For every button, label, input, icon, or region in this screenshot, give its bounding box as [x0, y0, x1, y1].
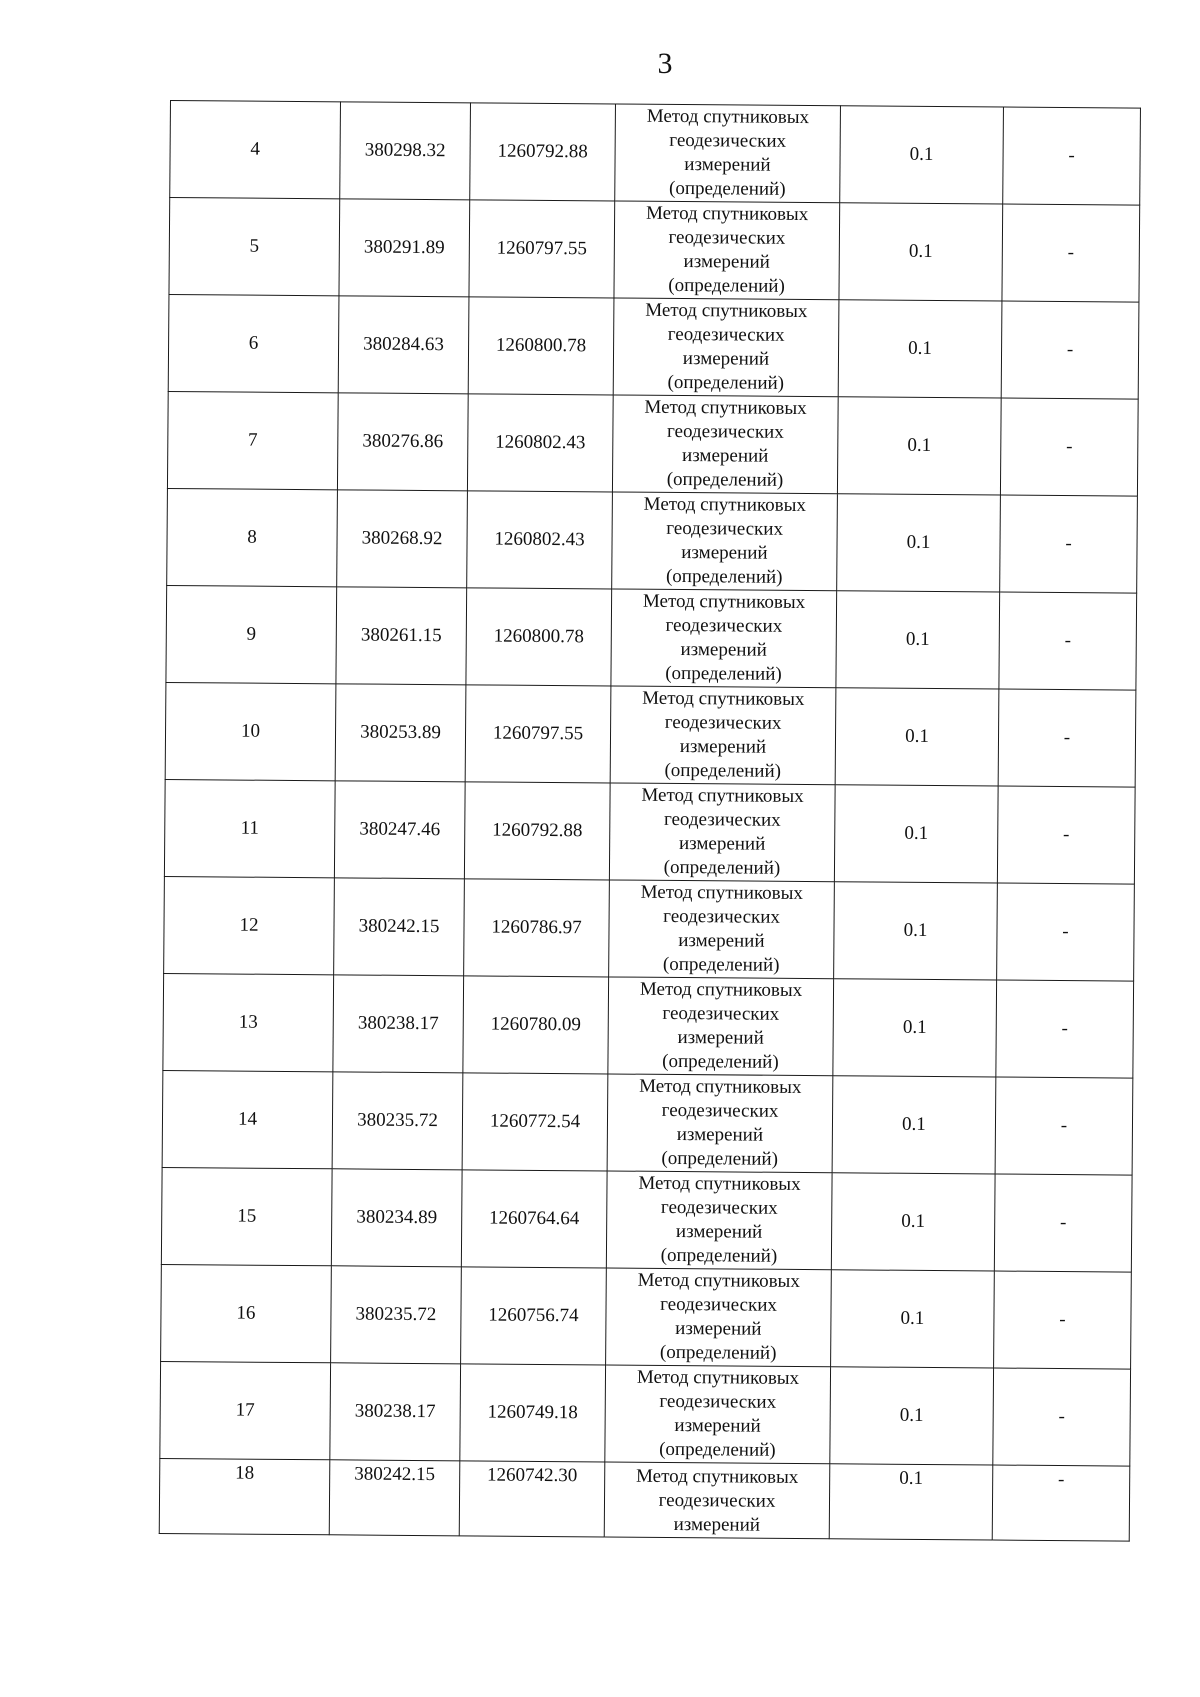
method-line: (определений) — [664, 759, 782, 782]
method-line: (определений) — [665, 565, 783, 588]
method-line: измерений — [674, 1415, 761, 1437]
method-cell — [612, 492, 838, 591]
method-line: геодезических — [665, 614, 783, 637]
coordinate-y-cell: 1260780.09 — [463, 976, 609, 1074]
point-number-cell: 7 — [167, 391, 338, 489]
method-line: Метод спутниковых — [645, 299, 808, 323]
method-line: геодезических — [661, 1099, 779, 1122]
method-line: измерений — [684, 154, 771, 176]
coordinate-y-cell: 1260797.55 — [465, 685, 611, 783]
method-line: измерений — [675, 1318, 762, 1340]
method-line: измерений — [680, 639, 767, 661]
point-number-cell: 6 — [168, 294, 339, 392]
coordinate-x-cell: 380284.63 — [338, 296, 469, 394]
coordinate-x-cell: 380253.89 — [335, 684, 466, 782]
table-row — [163, 973, 1134, 1078]
method-line: Метод спутниковых — [643, 493, 807, 517]
method-line: (определений) — [666, 468, 784, 491]
table-row — [162, 1070, 1133, 1175]
table-row — [168, 294, 1139, 399]
point-number-cell: 17 — [160, 1361, 331, 1459]
method-line: измерений — [681, 445, 769, 467]
method-line: геодезических — [668, 226, 786, 249]
method-line: измерений — [673, 1514, 761, 1536]
coordinate-y-cell: 1260800.78 — [466, 588, 612, 686]
note-cell: - — [997, 883, 1135, 981]
method-line: Метод спутниковых — [646, 105, 810, 129]
method-line: Метод спутниковых — [637, 1269, 800, 1292]
method-line: геодезических — [667, 323, 785, 346]
coordinate-y-cell: 1260792.88 — [470, 103, 616, 201]
method-line: Метод спутниковых — [640, 881, 803, 904]
coordinate-y-cell: 1260786.97 — [464, 879, 610, 977]
accuracy-cell: 0.1 — [839, 203, 1003, 301]
note-cell: - — [995, 1077, 1133, 1175]
point-number-cell: 16 — [161, 1264, 332, 1362]
method-cell — [615, 104, 841, 203]
note-cell: - — [1000, 495, 1138, 593]
coordinate-x-cell: 380298.32 — [340, 102, 471, 200]
note-cell: - — [992, 1465, 1130, 1541]
method-line: (определений) — [665, 662, 782, 685]
coordinate-y-cell: 1260756.74 — [461, 1267, 607, 1365]
method-cell — [606, 1268, 832, 1367]
point-number-cell: 5 — [169, 198, 340, 296]
method-line: (определений) — [660, 1244, 778, 1267]
coordinate-y-cell: 1260742.30 — [459, 1461, 605, 1537]
accuracy-cell: 0.1 — [834, 882, 998, 980]
coordinate-y-cell: 1260797.55 — [469, 200, 615, 298]
method-line: измерений — [675, 1221, 763, 1243]
accuracy-cell: 0.1 — [833, 979, 997, 1077]
method-line: геодезических — [666, 517, 784, 540]
method-line: измерений — [682, 348, 770, 370]
coordinate-x-cell: 380291.89 — [339, 199, 470, 297]
accuracy-cell: 0.1 — [840, 106, 1004, 204]
note-cell: - — [996, 980, 1134, 1078]
note-cell: - — [1001, 301, 1139, 399]
method-line: Метод спутниковых — [642, 687, 805, 711]
coordinate-x-cell: 380235.72 — [332, 1072, 463, 1170]
method-cell — [607, 1074, 833, 1173]
method-line: Метод спутниковых — [641, 784, 804, 807]
coordinate-x-cell: 380238.17 — [330, 1363, 461, 1461]
table-row — [165, 682, 1136, 787]
table-row — [160, 1361, 1131, 1466]
method-cell — [612, 395, 838, 494]
coordinate-x-cell: 380242.15 — [334, 878, 465, 976]
accuracy-cell: 0.1 — [837, 494, 1001, 592]
method-line: (определений) — [667, 371, 785, 394]
method-cell — [614, 201, 840, 300]
point-number-cell: 9 — [166, 585, 337, 683]
table-row — [164, 876, 1135, 981]
coordinate-y-cell: 1260802.43 — [467, 394, 613, 492]
method-line: Метод спутниковых — [635, 1465, 799, 1488]
coordinate-x-cell: 380242.15 — [329, 1460, 460, 1536]
point-number-cell: 4 — [170, 101, 341, 199]
table-row — [161, 1167, 1132, 1272]
note-cell: - — [993, 1368, 1131, 1466]
coordinate-x-cell: 380268.92 — [337, 490, 468, 588]
method-line: (определений) — [668, 274, 785, 297]
coordinate-x-cell: 380235.72 — [331, 1266, 462, 1364]
method-line: Метод спутниковых — [636, 1366, 800, 1389]
coordinate-y-cell: 1260792.88 — [464, 782, 610, 880]
accuracy-cell: 0.1 — [834, 785, 998, 883]
method-line: Метод спутниковых — [645, 202, 809, 226]
point-number-cell: 11 — [164, 779, 335, 877]
method-cell — [608, 977, 834, 1076]
method-line: геодезических — [663, 808, 781, 831]
accuracy-cell: 0.1 — [838, 300, 1002, 398]
coordinate-y-cell: 1260802.43 — [467, 491, 613, 589]
point-number-cell: 18 — [159, 1458, 330, 1534]
method-line: (определений) — [662, 1050, 779, 1073]
point-number-cell: 12 — [164, 876, 335, 974]
coordinate-x-cell: 380276.86 — [337, 393, 468, 491]
accuracy-cell: 0.1 — [831, 1270, 995, 1368]
coordinate-y-cell: 1260800.78 — [468, 297, 614, 395]
method-line: геодезических — [660, 1196, 778, 1219]
method-line: Метод спутниковых — [639, 1075, 802, 1098]
note-cell: - — [994, 1271, 1132, 1369]
method-line: (определений) — [659, 1341, 777, 1364]
method-cell — [606, 1171, 832, 1270]
table-row — [164, 779, 1135, 884]
method-line: геодезических — [659, 1390, 777, 1413]
method-line: геодезических — [658, 1489, 776, 1512]
page-number: 3 — [657, 47, 673, 80]
method-line: геодезических — [662, 1002, 780, 1025]
note-cell: - — [999, 592, 1137, 690]
table-row — [167, 488, 1138, 593]
note-cell: - — [1003, 107, 1141, 205]
method-line: измерений — [676, 1124, 764, 1146]
method-line: измерений — [683, 251, 770, 273]
table-body — [159, 101, 1140, 1542]
method-line: Метод спутниковых — [642, 590, 806, 614]
accuracy-cell: 0.1 — [836, 591, 1000, 689]
coordinate-y-cell: 1260749.18 — [460, 1364, 606, 1462]
method-line: (определений) — [663, 856, 781, 879]
method-line: Метод спутниковых — [644, 396, 807, 420]
accuracy-cell: 0.1 — [837, 397, 1001, 495]
note-cell: - — [998, 689, 1136, 787]
coordinate-x-cell: 380234.89 — [331, 1169, 462, 1267]
method-cell — [604, 1462, 830, 1539]
point-number-cell: 14 — [162, 1070, 333, 1168]
method-line: измерений — [679, 736, 767, 758]
table-row — [159, 1458, 1130, 1541]
point-number-cell: 15 — [161, 1167, 332, 1265]
table-row — [170, 101, 1141, 206]
table-row — [169, 198, 1140, 303]
table-row — [161, 1264, 1132, 1369]
method-line: измерений — [678, 833, 766, 855]
point-number-cell: 8 — [167, 488, 338, 586]
method-line: Метод спутниковых — [638, 1172, 801, 1195]
table-row — [166, 585, 1137, 690]
method-line: (определений) — [662, 953, 780, 976]
accuracy-cell: 0.1 — [831, 1173, 995, 1271]
method-cell — [605, 1365, 831, 1464]
method-cell — [610, 686, 836, 785]
method-line: измерений — [678, 930, 765, 952]
accuracy-cell: 0.1 — [829, 1464, 993, 1540]
accuracy-cell: 0.1 — [830, 1367, 994, 1465]
method-cell — [613, 298, 839, 397]
method-cell — [609, 783, 835, 882]
method-line: измерений — [681, 542, 768, 564]
note-cell: - — [1000, 398, 1138, 496]
coordinate-y-cell: 1260764.64 — [461, 1170, 607, 1268]
note-cell: - — [994, 1174, 1132, 1272]
point-number-cell: 13 — [163, 973, 334, 1071]
accuracy-cell: 0.1 — [832, 1076, 996, 1174]
method-line: геодезических — [666, 420, 784, 443]
method-line: геодезических — [663, 905, 781, 928]
method-line: (определений) — [661, 1147, 779, 1170]
note-cell: - — [1002, 204, 1140, 302]
method-line: (определений) — [668, 177, 786, 200]
method-cell — [609, 880, 835, 979]
point-number-cell: 10 — [165, 682, 336, 780]
accuracy-cell: 0.1 — [835, 688, 999, 786]
note-cell: - — [997, 786, 1135, 884]
method-cell — [611, 589, 837, 688]
method-line: геодезических — [669, 129, 787, 152]
coordinate-x-cell: 380247.46 — [334, 781, 465, 879]
method-line: геодезических — [660, 1293, 777, 1316]
coordinate-y-cell: 1260772.54 — [462, 1073, 608, 1171]
method-line: геодезических — [664, 711, 782, 734]
coordinates-table — [159, 100, 1141, 1542]
method-line: (определений) — [659, 1438, 776, 1461]
method-line: Метод спутниковых — [639, 978, 803, 1001]
coordinate-x-cell: 380261.15 — [336, 587, 467, 685]
method-line: измерений — [677, 1027, 764, 1049]
coordinate-x-cell: 380238.17 — [333, 975, 464, 1073]
table-row — [167, 391, 1138, 496]
